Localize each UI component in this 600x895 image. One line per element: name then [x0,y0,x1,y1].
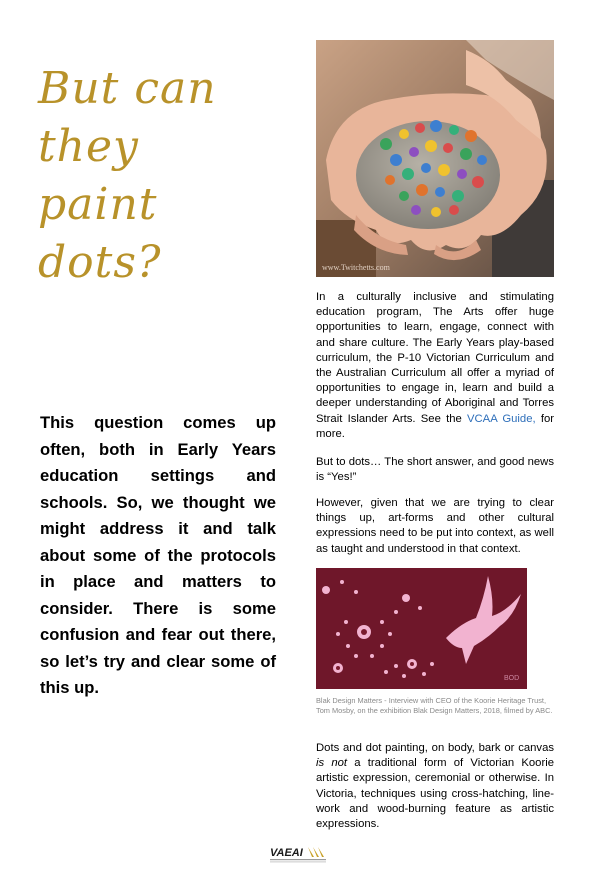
paragraph-short-answer: But to dots… The short answer, and good news is “Yes!” [316,456,554,484]
title-line: But can [38,63,217,114]
paragraph-context: However, given that we are trying to clear things up, art-forms and other cultural expressions need to be put into context, as well as taught and understood in that context. [316,497,554,555]
vcaa-guide-link[interactable]: VCAA Guide, [466,412,536,425]
title-line: paint [38,179,158,230]
rock [356,121,500,229]
page-title [38,60,278,292]
vaeai-logo [268,845,332,865]
blak-design-matters-image [316,568,527,689]
paragraph-text: In a culturally inclusive and stimulating education program, The Arts offer huge opportunities to learn, engage, connect with and share culture. The Early Years play-based curriculum, the P-10 Victorian Curriculum and the Australian Curriculum all offer a myriad of opportunities to engage in, learn and build a deeper understanding of Aboriginal and Torres Strait Islander Arts. See the [316,291,554,425]
intro-paragraph: This question comes up often, both in Early Years education settings and schools. So, we thought we might address it and talk about some of the protocols in place and matters to consider. There is some confusion and fear out there, so let’s try and clear some of this up. [40,413,276,697]
paragraph-dots-tradition [316,741,554,832]
photo-watermark: www.Twitchetts.com [322,263,390,272]
title-line: they [38,121,139,172]
paragraph-text: a traditional form of Victorian Koorie artistic expression, ceremonial or otherwise. In Victoria, techniques using cross-hatching, line-work and wood-burning feature as artistic expressions. [316,757,554,831]
image-caption: Blak Design Matters - Interview with CEO of the Koorie Heritage Trust, Tom Mosby, on the exhibition Blak Design Matters, 2018, filmed by ABC. [316,696,553,716]
dotted-rock-photo [316,40,554,277]
title-line: dots? [38,237,162,288]
paragraph-text: Dots and dot painting, on body, bark or canvas [316,742,554,754]
svg-text:VAEAI: VAEAI [270,847,303,859]
paragraph-arts-curriculum [316,290,554,442]
svg-text:BOD: BOD [504,675,520,682]
paragraph-text: for more. [316,412,555,440]
emphasis-text: is not [316,757,348,770]
